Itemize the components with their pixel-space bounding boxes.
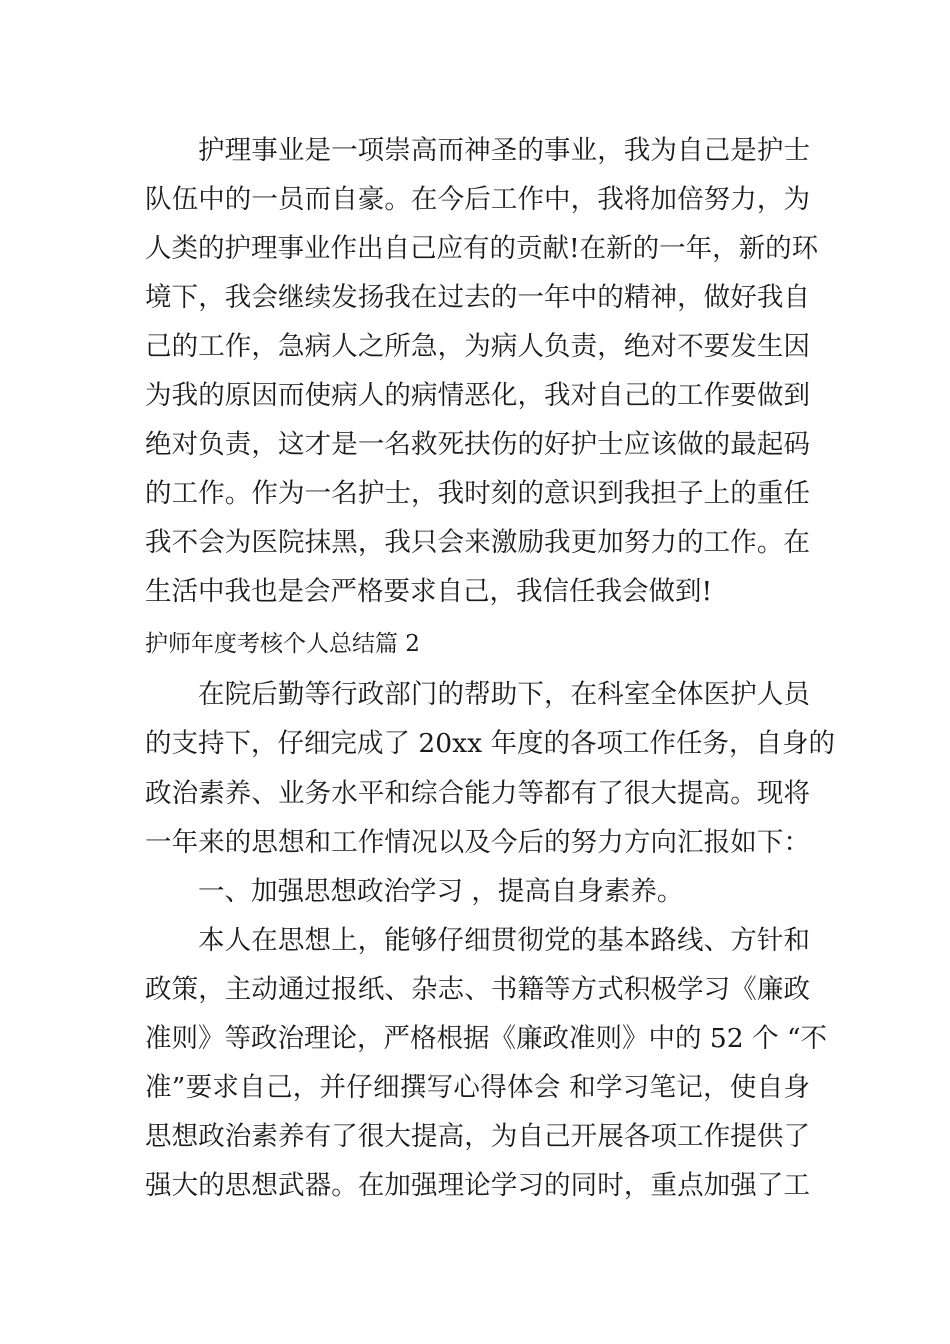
- section-heading: 护师年度考核个人总结篇 2: [145, 631, 420, 657]
- section-title: 一、加强思想政治学习 ，提高自身素养。: [198, 876, 684, 907]
- paragraph-line: 准”要求自己，并仔细撰写心得体会 和学习笔记，使自身: [145, 1072, 810, 1103]
- paragraph-line: 一年来的思想和工作情况以及今后的努力方向汇报如下：: [145, 827, 810, 858]
- paragraph-line: 为我的原因而使病人的病情恶化，我对自己的工作要做到: [145, 380, 810, 411]
- paragraph-line: 在院后勤等行政部门的帮助下，在科室全体医护人员: [198, 679, 810, 710]
- paragraph-line: 己的工作，急病人之所急，为病人负责，绝对不要发生因: [145, 331, 810, 362]
- paragraph-line: 强大的思想武器。在加强理论学习的同时，重点加强了工: [145, 1170, 810, 1201]
- paragraph-line: 我不会为医院抹黑，我只会来激励我更加努力的工作。在: [145, 527, 810, 558]
- paragraph-line: 准则》等政治理论，严格根据《廉政准则》中的 52 个 “不: [145, 1023, 828, 1054]
- paragraph-line: 的工作。作为一名护士，我时刻的意识到我担子上的重任: [145, 478, 810, 509]
- paragraph-line: 政治素养、业务水平和综合能力等都有了很大提高。现将: [145, 778, 810, 809]
- paragraph-line: 本人在思想上，能够仔细贯彻党的基本路线、方针和: [198, 925, 810, 956]
- paragraph-line: 政策，主动通过报纸、杂志、书籍等方式积极学习《廉政: [145, 974, 810, 1005]
- paragraph-line: 护理事业是一项崇高而神圣的事业，我为自己是护士: [198, 135, 810, 166]
- paragraph-line: 生活中我也是会严格要求自己，我信任我会做到!: [145, 576, 713, 607]
- paragraph-line: 思想政治素养有了很大提高，为自己开展各项工作提供了: [145, 1121, 810, 1152]
- paragraph-line: 的支持下，仔细完成了 20xx 年度的各项工作任务，自身的: [145, 728, 835, 759]
- paragraph-line: 境下，我会继续发扬我在过去的一年中的精神，做好我自: [145, 282, 810, 313]
- paragraph-line: 队伍中的一员而自豪。在今后工作中，我将加倍努力，为: [145, 184, 810, 215]
- paragraph-line: 人类的护理事业作出自己应有的贡献!在新的一年，新的环: [145, 233, 819, 264]
- paragraph-line: 绝对负责，这才是一名救死扶伤的好护士应该做的最起码: [145, 429, 810, 460]
